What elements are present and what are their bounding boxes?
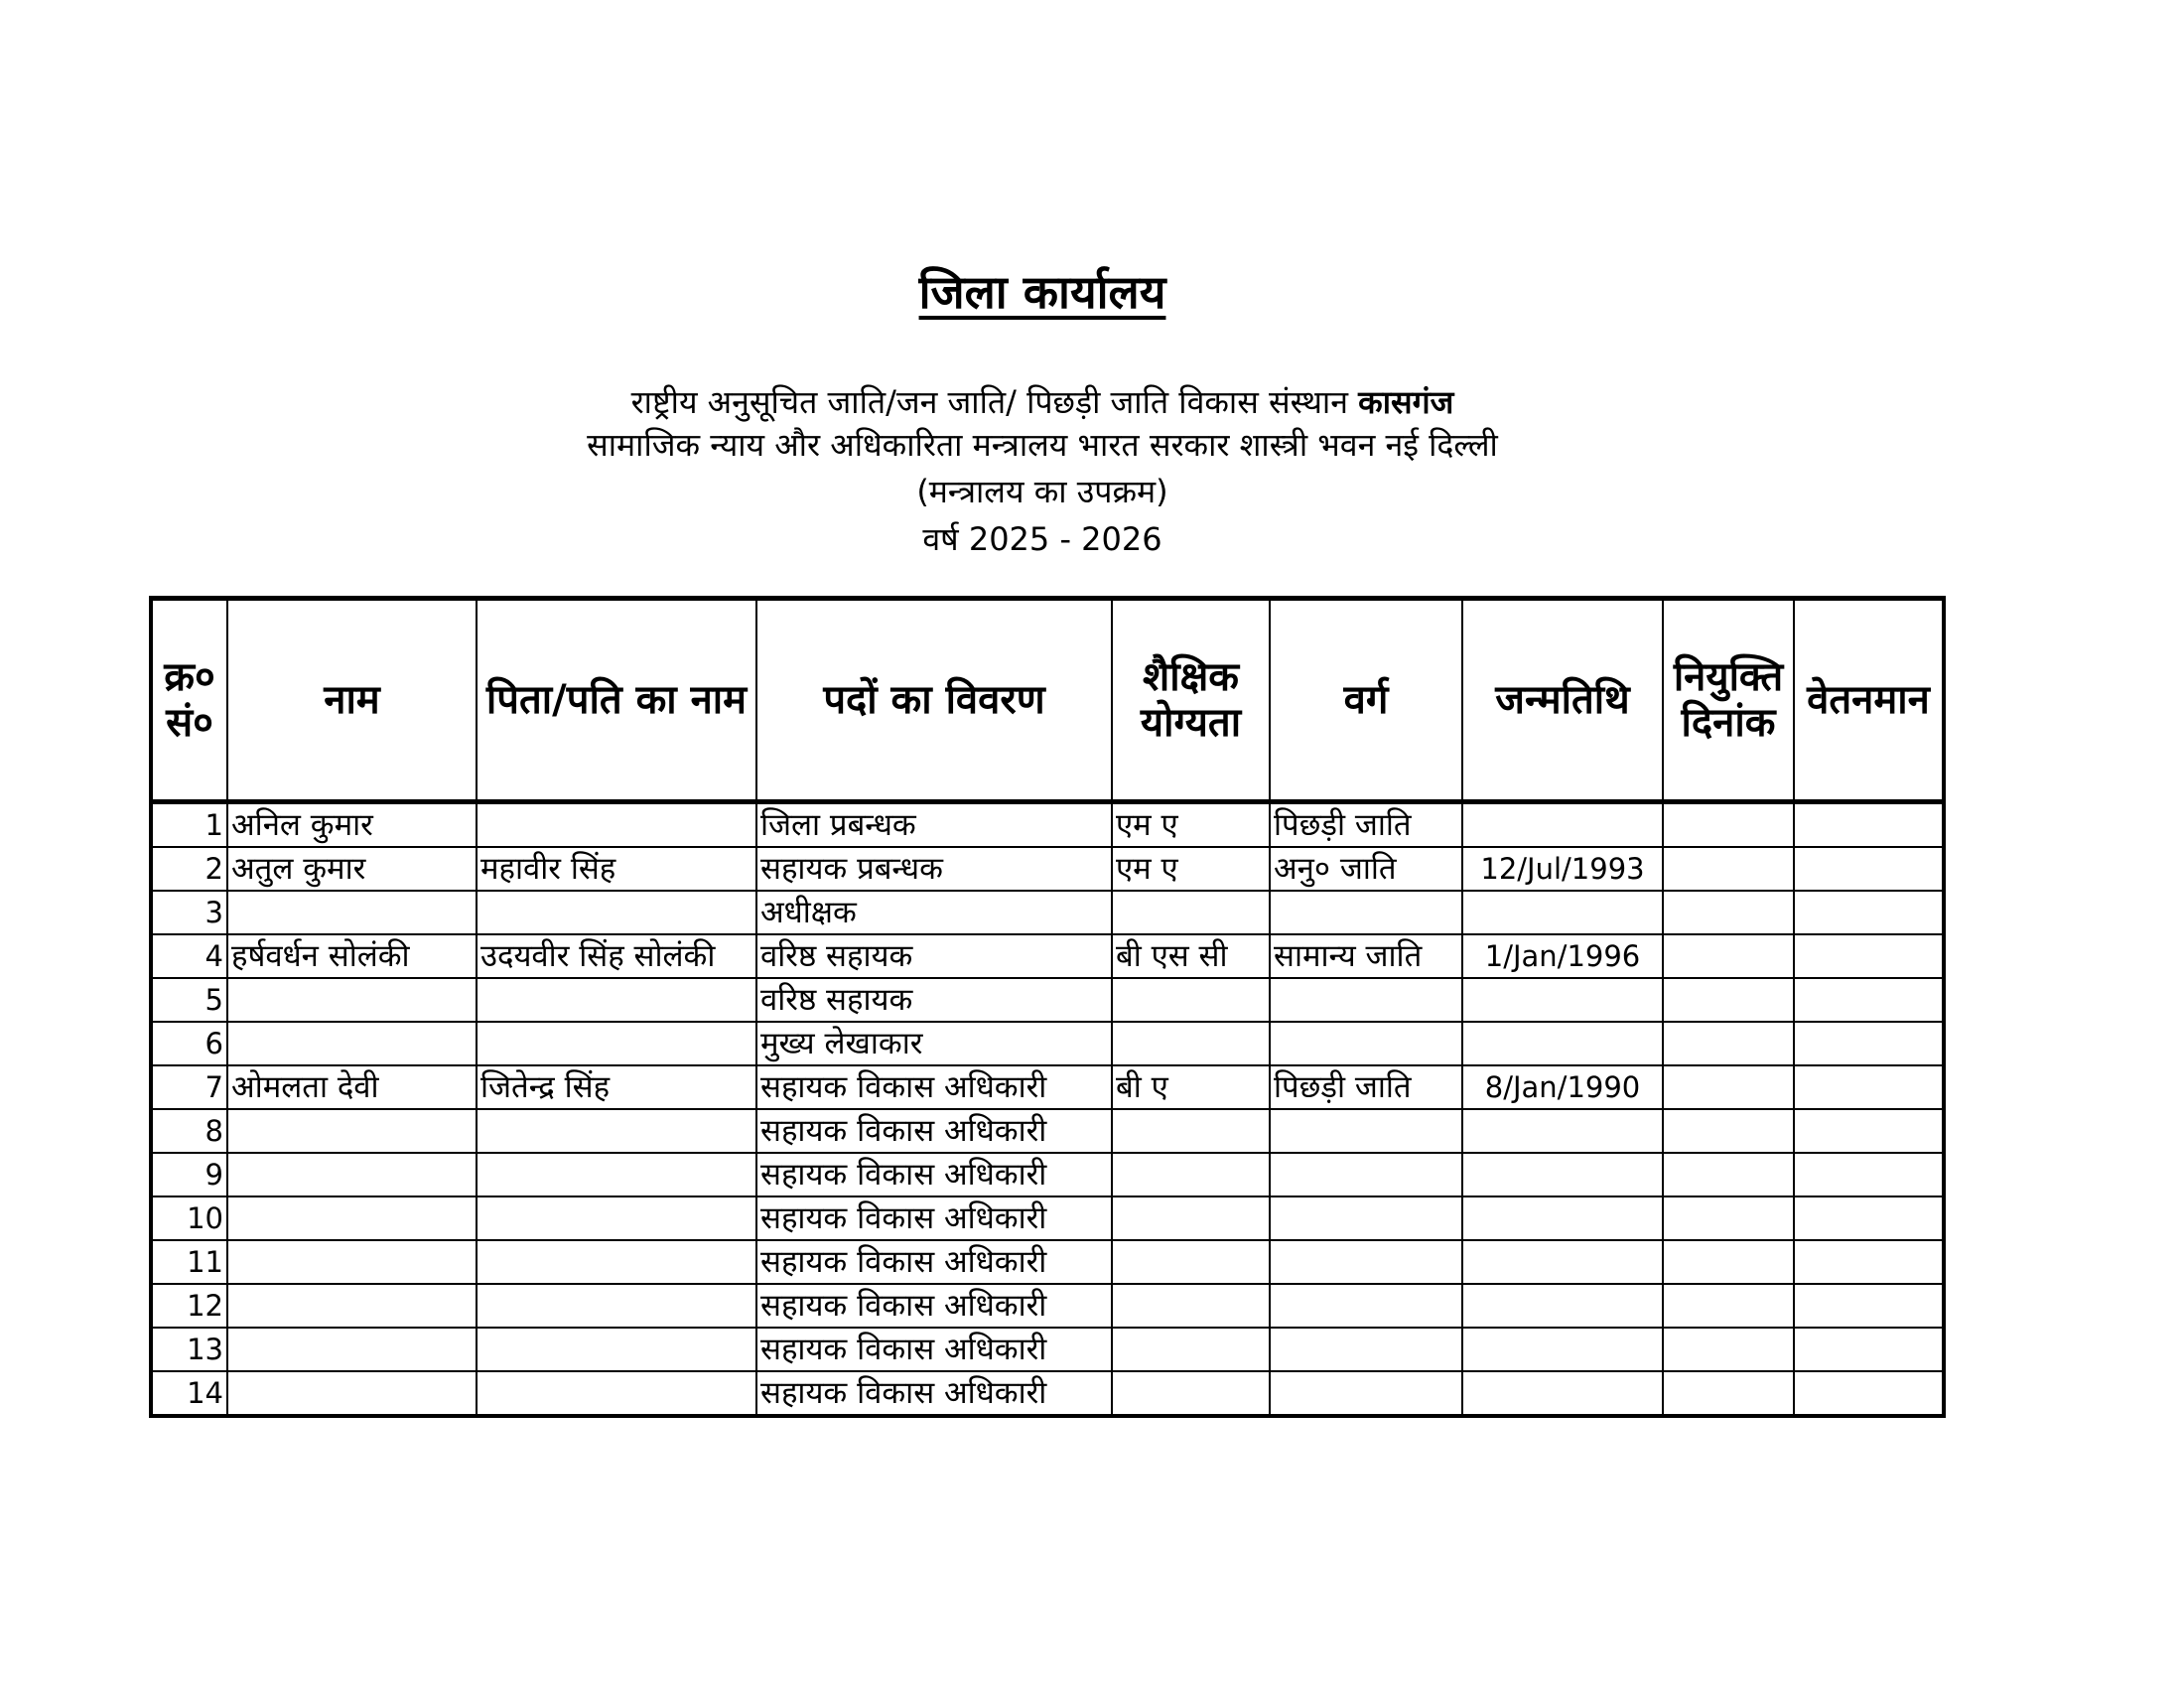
cell-education: [1112, 978, 1270, 1022]
cell-post: सहायक विकास अधिकारी: [756, 1371, 1112, 1416]
cell-name: [227, 978, 477, 1022]
cell-dob: [1462, 1284, 1663, 1328]
cell-father: [477, 1022, 756, 1065]
cell-education: [1112, 1022, 1270, 1065]
cell-category: [1270, 1328, 1462, 1371]
cell-payscale: [1794, 1328, 1944, 1371]
cell-category: पिछड़ी जाति: [1270, 802, 1462, 848]
cell-dob: [1462, 1022, 1663, 1065]
col-header-post: पदों का विवरण: [756, 599, 1112, 802]
cell-category: [1270, 891, 1462, 934]
cell-appointment: [1663, 802, 1794, 848]
cell-education: बी ए: [1112, 1065, 1270, 1109]
table-row: [151, 1109, 1944, 1153]
cell-serial: 3: [151, 891, 227, 934]
cell-appointment: [1663, 847, 1794, 891]
cell-serial: 11: [151, 1240, 227, 1284]
cell-father: [477, 1153, 756, 1196]
table-row: [151, 934, 1944, 978]
cell-name: [227, 1284, 477, 1328]
cell-dob: [1462, 978, 1663, 1022]
cell-post: सहायक विकास अधिकारी: [756, 1153, 1112, 1196]
cell-serial: 7: [151, 1065, 227, 1109]
cell-dob: [1462, 1328, 1663, 1371]
cell-appointment: [1663, 891, 1794, 934]
cell-category: [1270, 978, 1462, 1022]
cell-payscale: [1794, 1371, 1944, 1416]
cell-education: [1112, 1328, 1270, 1371]
cell-payscale: [1794, 891, 1944, 934]
org-line-1: [0, 380, 2085, 423]
table-row: [151, 1328, 1944, 1371]
cell-dob: [1462, 891, 1663, 934]
cell-appointment: [1663, 978, 1794, 1022]
col-header-education: शैक्षिक योग्यता: [1112, 599, 1270, 802]
cell-appointment: [1663, 1240, 1794, 1284]
cell-post: सहायक विकास अधिकारी: [756, 1328, 1112, 1371]
cell-payscale: [1794, 1109, 1944, 1153]
org-location: कासगंज: [1358, 383, 1454, 421]
cell-education: [1112, 1284, 1270, 1328]
cell-serial: 13: [151, 1328, 227, 1371]
cell-category: अनु० जाति: [1270, 847, 1462, 891]
cell-serial: 8: [151, 1109, 227, 1153]
cell-education: [1112, 1109, 1270, 1153]
cell-serial: 10: [151, 1196, 227, 1240]
ministry-line: सामाजिक न्याय और अधिकारिता मन्त्रालय भारत सरकार शास्त्री भवन नई दिल्ली: [587, 426, 1498, 464]
cell-dob: 8/Jan/1990: [1462, 1065, 1663, 1109]
cell-dob: 12/Jul/1993: [1462, 847, 1663, 891]
cell-category: [1270, 1022, 1462, 1065]
cell-post: वरिष्ठ सहायक: [756, 934, 1112, 978]
cell-post: सहायक विकास अधिकारी: [756, 1284, 1112, 1328]
cell-dob: [1462, 1109, 1663, 1153]
cell-education: एम ए: [1112, 802, 1270, 848]
cell-name: अतुल कुमार: [227, 847, 477, 891]
cell-appointment: [1663, 1196, 1794, 1240]
table-row: [151, 1065, 1944, 1109]
cell-appointment: [1663, 1284, 1794, 1328]
cell-name: हर्षवर्धन सोलंकी: [227, 934, 477, 978]
cell-father: [477, 802, 756, 848]
table-row: [151, 1284, 1944, 1328]
cell-serial: 2: [151, 847, 227, 891]
cell-post: सहायक विकास अधिकारी: [756, 1065, 1112, 1109]
undertaking-line: (मन्त्रालय का उपक्रम): [916, 473, 1168, 510]
cell-father: [477, 1371, 756, 1416]
cell-name: [227, 1109, 477, 1153]
cell-name: [227, 1153, 477, 1196]
cell-serial: 12: [151, 1284, 227, 1328]
cell-category: [1270, 1371, 1462, 1416]
cell-dob: [1462, 1196, 1663, 1240]
cell-category: [1270, 1153, 1462, 1196]
cell-appointment: [1663, 1371, 1794, 1416]
page-title-text: जिला कार्यालय: [918, 265, 1166, 319]
cell-payscale: [1794, 1284, 1944, 1328]
cell-dob: [1462, 1153, 1663, 1196]
staff-table: [149, 596, 1946, 1418]
col-header-category: वर्ग: [1270, 599, 1462, 802]
col-header-name: नाम: [227, 599, 477, 802]
cell-education: एम ए: [1112, 847, 1270, 891]
cell-serial: 14: [151, 1371, 227, 1416]
cell-father: [477, 978, 756, 1022]
cell-payscale: [1794, 802, 1944, 848]
table-row: [151, 891, 1944, 934]
table-row: [151, 1153, 1944, 1196]
cell-serial: 4: [151, 934, 227, 978]
cell-name: [227, 1196, 477, 1240]
cell-post: सहायक विकास अधिकारी: [756, 1240, 1112, 1284]
cell-father: महावीर सिंह: [477, 847, 756, 891]
cell-post: सहायक विकास अधिकारी: [756, 1196, 1112, 1240]
col-header-payscale: वेतनमान: [1794, 599, 1944, 802]
cell-post: मुख्य लेखाकार: [756, 1022, 1112, 1065]
cell-name: [227, 1328, 477, 1371]
cell-appointment: [1663, 1153, 1794, 1196]
table-row: [151, 978, 1944, 1022]
cell-name: ओमलता देवी: [227, 1065, 477, 1109]
cell-dob: [1462, 1240, 1663, 1284]
cell-father: उदयवीर सिंह सोलंकी: [477, 934, 756, 978]
cell-payscale: [1794, 1240, 1944, 1284]
table-row: [151, 1196, 1944, 1240]
cell-dob: 1/Jan/1996: [1462, 934, 1663, 978]
cell-appointment: [1663, 934, 1794, 978]
cell-category: [1270, 1109, 1462, 1153]
table-header-row: [151, 599, 1944, 802]
cell-post: वरिष्ठ सहायक: [756, 978, 1112, 1022]
cell-payscale: [1794, 847, 1944, 891]
cell-father: [477, 1284, 756, 1328]
cell-father: [477, 1196, 756, 1240]
cell-serial: 9: [151, 1153, 227, 1196]
cell-category: [1270, 1240, 1462, 1284]
table-row: [151, 1022, 1944, 1065]
cell-post: सहायक विकास अधिकारी: [756, 1109, 1112, 1153]
cell-name: [227, 891, 477, 934]
col-header-dob: जन्मतिथि: [1462, 599, 1663, 802]
cell-category: [1270, 1284, 1462, 1328]
cell-category: [1270, 1196, 1462, 1240]
cell-post: अधीक्षक: [756, 891, 1112, 934]
cell-category: पिछड़ी जाति: [1270, 1065, 1462, 1109]
table-row: [151, 802, 1944, 848]
cell-post: जिला प्रबन्धक: [756, 802, 1112, 848]
cell-father: जितेन्द्र सिंह: [477, 1065, 756, 1109]
cell-post: सहायक प्रबन्धक: [756, 847, 1112, 891]
cell-education: [1112, 891, 1270, 934]
cell-payscale: [1794, 1065, 1944, 1109]
cell-appointment: [1663, 1022, 1794, 1065]
cell-serial: 6: [151, 1022, 227, 1065]
cell-education: [1112, 1371, 1270, 1416]
cell-education: बी एस सी: [1112, 934, 1270, 978]
table-row: [151, 847, 1944, 891]
cell-appointment: [1663, 1109, 1794, 1153]
col-header-father: पिता/पति का नाम: [477, 599, 756, 802]
col-header-appointment: नियुक्ति दिनांक: [1663, 599, 1794, 802]
cell-payscale: [1794, 1022, 1944, 1065]
cell-appointment: [1663, 1065, 1794, 1109]
cell-father: [477, 1109, 756, 1153]
page-title: [0, 260, 2085, 322]
cell-payscale: [1794, 934, 1944, 978]
cell-category: सामान्य जाति: [1270, 934, 1462, 978]
cell-father: [477, 1328, 756, 1371]
cell-serial: 5: [151, 978, 227, 1022]
cell-payscale: [1794, 1196, 1944, 1240]
cell-name: अनिल कुमार: [227, 802, 477, 848]
year-line: वर्ष 2025 - 2026: [922, 520, 1162, 558]
cell-name: [227, 1022, 477, 1065]
cell-payscale: [1794, 1153, 1944, 1196]
cell-name: [227, 1371, 477, 1416]
cell-dob: [1462, 1371, 1663, 1416]
cell-father: [477, 891, 756, 934]
cell-father: [477, 1240, 756, 1284]
cell-education: [1112, 1240, 1270, 1284]
table-row: [151, 1240, 1944, 1284]
cell-name: [227, 1240, 477, 1284]
cell-serial: 1: [151, 802, 227, 848]
cell-appointment: [1663, 1328, 1794, 1371]
cell-payscale: [1794, 978, 1944, 1022]
cell-education: [1112, 1196, 1270, 1240]
org-line-1-text: राष्ट्रीय अनुसूचित जाति/जन जाति/ पिछड़ी जाति विकास संस्थान: [630, 383, 1359, 421]
table-row: [151, 1371, 1944, 1416]
cell-dob: [1462, 802, 1663, 848]
col-header-serial: क्र० सं०: [151, 599, 227, 802]
cell-education: [1112, 1153, 1270, 1196]
